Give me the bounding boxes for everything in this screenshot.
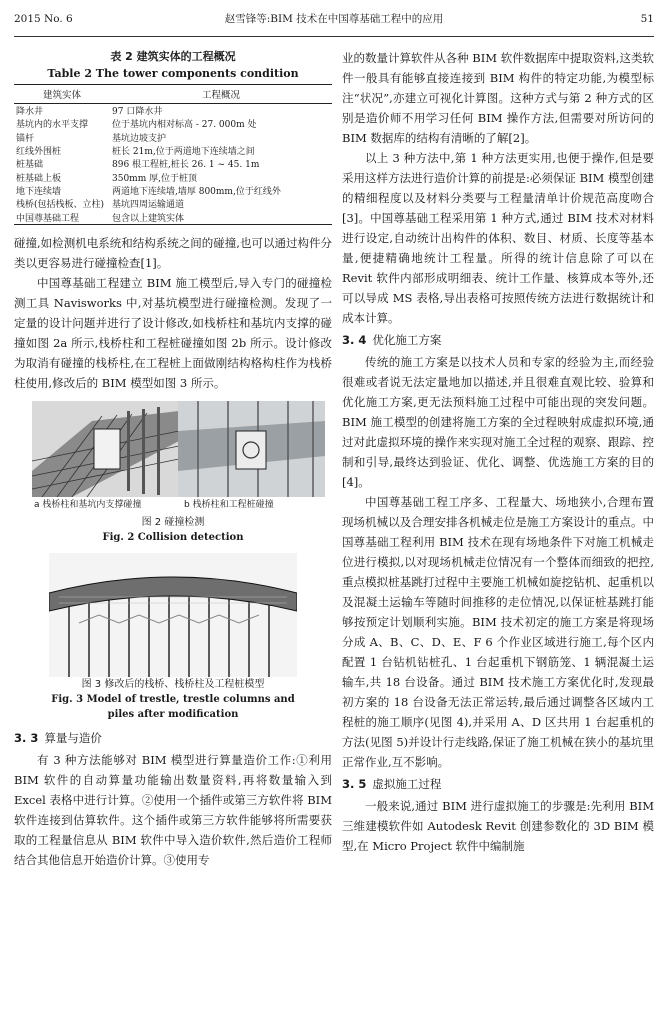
paragraph-method-comparison: 以上 3 种方法中,第 1 种方法更实用,也便于操作,但是要采用这样方法进行造价计算的前提是:必须保证 BIM 模型创建的精细程度以及材料分类要与工程量清单计价规范高度吻合[3]。中国尊基础工程采用第 1 种方式,通过 BIM 技术对材料进行设定,自动统计出构件的体积、数目、材质、长度等基本量,便捷精确地统计工程量。所得的统计信息除了可以在 Revit 软件内部形成明细表、统计工作量、核算成本等外,还可以导成 MS 表格,导出表格可按照传统方法进行数据统计和成本计算。 (342, 151, 654, 325)
paragraph-collision-intro: 碰撞,如检测机电系统和结构系统之间的碰撞,也可以通过构件分类以更容易进行碰撞检查[1]。 (14, 235, 332, 270)
figure-2b-label: b 栈桥柱和工程桩碰撞 (184, 499, 274, 510)
running-header (14, 4, 654, 34)
paragraph-navisworks: 中国尊基础工程建立 BIM 施工模型后,导入专门的碰撞检测工具 Navisworks 中,对基坑模型进行碰撞检测。发现了一定量的设计问题并进行了设计修改,如栈桥柱和基坑内支撑的碰撞如图 2a 所示,栈桥柱和工程桩碰撞如图 2b 所示。设计修改为取消有碰撞的栈桥柱,在工程桩上面做刚结构格构柱作为栈桥柱使用,修改后的 BIM 模型如图 3 所示。 (14, 275, 332, 390)
table-cell: 中国尊基础工程 (14, 210, 110, 224)
section-number: 3. 3 (14, 730, 39, 745)
table2 (14, 84, 332, 225)
section-title: 虚拟施工过程 (372, 777, 442, 791)
figure-2 (14, 401, 332, 515)
table-row (14, 117, 332, 130)
table-row (14, 104, 332, 118)
figure-2b-image (178, 401, 325, 497)
right-column (342, 48, 654, 856)
figure-3-caption-en-line2: piles after modification (107, 708, 239, 720)
section-3-4-heading (342, 330, 654, 350)
table2-title-cn: 表 2 建筑实体的工程概况 (110, 50, 236, 63)
header-rule (14, 36, 654, 37)
section-3-5-heading (342, 774, 654, 794)
section-number: 3. 5 (342, 777, 367, 791)
table-row (14, 131, 332, 144)
table-cell: 97 口降水井 (112, 107, 163, 118)
table-cell: 降水井 (16, 107, 44, 118)
section-title: 算量与造价 (44, 730, 102, 745)
table-row (14, 184, 332, 197)
section-number: 3. 4 (342, 333, 367, 347)
section-3-3-heading (14, 728, 332, 748)
figure-2a-image (32, 401, 179, 497)
table-cell: 基坑四周运输通道 (112, 200, 185, 211)
paragraph-software-extract: 业的数量计算软件从各种 BIM 软件数据库中提取资料,这类软件一般具有能够直接连接到 BIM 构件的特定功能,为模型标注“状况”,亦建立可视化计算图。这种方式与第 2 种方式的区别是造价师不用学习任何 BIM 操作方法,但需要对所访问的 BIM 数据库的结构有清晰的了解[2]。 (342, 51, 654, 145)
journal-issue: 2015 No. 6 (14, 13, 73, 25)
page-number: 51 (640, 13, 654, 25)
table-row (14, 144, 332, 157)
article-running-title: 赵雪锋等:BIM 技术在中国尊基础工程中的应用 (224, 13, 444, 25)
table-cell: 桩基础 (16, 160, 44, 171)
table-cell: 896 根工程桩,桩长 26. 1 ~ 45. 1m (112, 160, 260, 171)
table-row (14, 170, 332, 183)
figure-3-caption-cn: 图 3 修改后的栈桥、栈桥柱及工程桩模型 (81, 678, 265, 690)
table-cell: 两道地下连续墙,墙厚 800mm,位于红线外 (112, 186, 281, 197)
paragraph-traditional-plan: 传统的施工方案是以技术人员和专家的经验为主,而经验很难或者说无法定量地加以描述,并且很难直观比较、验算和优化施工方案,更无法预料施工过程中可能出现的突发问题。BIM 施工模型的创建将施工方案的全过程映射成虚拟环境,通过对此虚拟环境的操作来实现对施工全过程的观察、跟踪、控制和引导,最终达到验证、优化、调整、优选施工方案的目的[4]。 (342, 355, 654, 489)
table-cell: 基坑内的水平支撑 (16, 120, 89, 131)
table-cell: 基坑边坡支护 (112, 133, 167, 144)
figure-2-caption-cn: 图 2 碰撞检测 (141, 516, 205, 528)
figure-2a-label: a 栈桥柱和基坑内支撑碰撞 (34, 499, 142, 510)
figure-3-image (49, 553, 297, 677)
table-cell: 桩基础上板 (16, 173, 62, 184)
table-row (14, 157, 332, 170)
table-row (14, 210, 332, 224)
left-column (14, 48, 332, 870)
table-cell: 锚杆 (16, 133, 35, 144)
section-title: 优化施工方案 (372, 333, 442, 347)
paragraph-virtual-construction: 一般来说,通过 BIM 进行虚拟施工的步骤是:先利用 BIM 三维建模软件如 Autodesk Revit 创建参数化的 3D BIM 模型,在 Micro Project 软件中编制施 (342, 799, 654, 853)
table-cell: 栈桥(包括栈板、立柱) (16, 200, 105, 211)
table-cell: 桩长 21m,位于两道地下连续墙之间 (112, 147, 255, 158)
table-header-condition: 工程概况 (110, 85, 332, 104)
table-cell: 包含以上建筑实体 (110, 210, 332, 224)
table-header-entity: 建筑实体 (14, 85, 110, 104)
figure-3-caption-en-line1: Fig. 3 Model of trestle, trestle columns and (51, 693, 295, 705)
paragraph-three-methods: 有 3 种方法能够对 BIM 模型进行算量造价工作:①利用 BIM 软件的自动算量功能输出数量资料,再将数量输入到 Excel 表格中进行计算。②使用一个插件或第三方软件将 BIM 软件连接到估算软件。这个插件或第三方软件能够将所需要获取的工程量信息从 BIM 软件中导入造价软件,然后造价工程师结合其他信息开始造价计算。③使用专 (14, 752, 332, 867)
table-row (14, 197, 332, 210)
table-cell: 红线外围桩 (16, 147, 62, 158)
table-cell: 地下连续墙 (16, 186, 62, 197)
figure-2-caption-en: Fig. 2 Collision detection (102, 531, 244, 543)
table-cell: 位于基坑内相对标高 - 27. 000m 处 (112, 120, 257, 131)
table2-title-en: Table 2 The tower components condition (47, 67, 299, 80)
table-cell: 350mm 厚,位于桩顶 (112, 173, 197, 184)
paragraph-machinery-simulation: 中国尊基础工程工序多、工程量大、场地狭小,合理布置现场机械以及合理安排各机械走位是施工方案设计的重点。中国尊基础工程利用 BIM 技术在现有场地条件下对施工机械走位进行模拟,以对现场机械走位情况有一个整体而细致的把控,重点模拟桩基跳打过程中主要施工机械如旋挖钻机、起重机以及混凝土运输车等随时间推移的走位情况,以保证桩基跳打能够按预定计划顺利实施。BIM 技术初定的施工方案是将现场分成 A、B、C、D、E、F 6 个作业区域进行施工,每个区内配置 1 台钻机钻桩孔、1 台起重机下钢筋笼、1 辆混凝土运输车,共 18 台设备。通过 BIM 技术施工方案优化时,发现最初方案的 18 台设备无法正常运转,最后通过调整各区域内工程桩的施工顺序(见图 4),并采用 A、D 区共用 1 台起重机的方法(见图 5)并设计行走线路,保证了施工机械在狭小的基坑里正常作业,互不影响。 (342, 495, 654, 769)
table-header-row (14, 85, 332, 104)
